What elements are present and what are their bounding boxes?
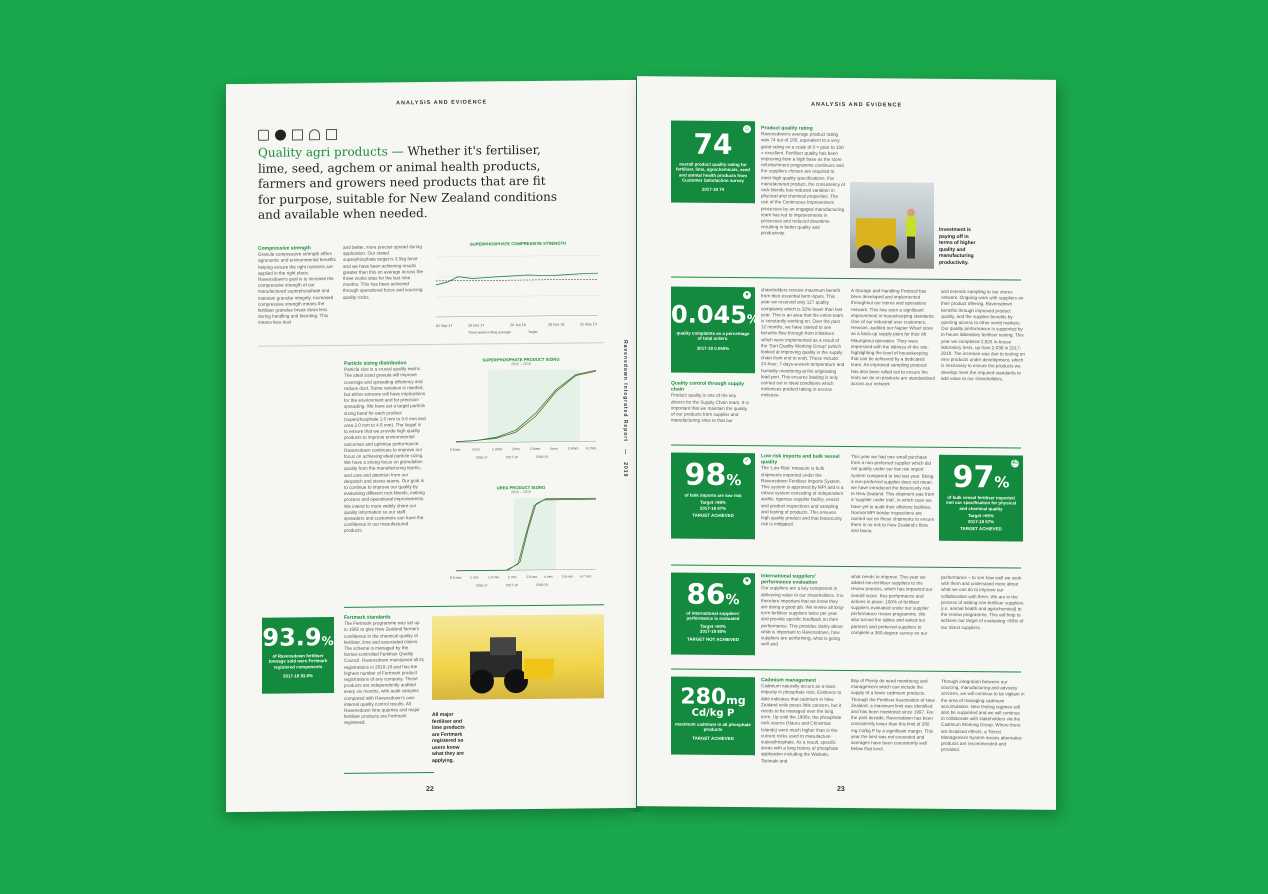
divider	[344, 604, 604, 608]
x-tick: 4 mm	[544, 574, 553, 579]
compressive-strength-plot	[428, 245, 608, 335]
kpi-prior-year: 2017-18 85%	[699, 628, 727, 635]
intl-column-3: performance – to see how well we work with them and understand more about what we can do to improve our collaboration with them. We are in the process of adding non-fertiliser suppliers (i.e. animal health and agrochemical) to the review programme. This will help to achieve our target of evaluating >90% of our direct suppliers.	[941, 574, 1024, 630]
kpi-unit: Cd/kg P	[691, 707, 735, 720]
bulk-heading: Low risk imports and bulk vessel quality	[761, 453, 840, 466]
urea-sizing-chart	[436, 484, 606, 594]
qc-column	[671, 380, 751, 424]
chevron-down-icon: ▾	[743, 291, 751, 299]
check-icon: ✓	[744, 458, 750, 465]
divider	[258, 342, 604, 347]
right-page	[637, 76, 1056, 810]
bulk-column-2: This year we had one small purchase from a non-preferred supplier which did not qualify under our low risk import system compared to two last year. Being a non-preferred supplier does not mean we have introduced the biosecurity risk to New Zealand. This shipment was from a 'supplier under trial', in which case we have yet to audit their offshore facilities. Normal MPI border inspections are carried out on these shipments to ensure there is no risk to New Zealand's flora and fauna.	[851, 454, 935, 534]
product-icon-row	[258, 129, 337, 141]
kpi-value: 280mg	[680, 684, 746, 710]
fertiliser-icon	[258, 130, 269, 141]
x-tick: 1 mm	[470, 575, 479, 580]
x-tick: 4mm	[550, 446, 558, 451]
page-number: 23	[837, 785, 845, 793]
x-tick: 2 mm	[508, 575, 517, 580]
cadmium-column	[761, 677, 845, 765]
compressive-heading: Compressive strength	[258, 245, 311, 252]
kpi-description: of international suppliers' performance is evaluated	[686, 610, 740, 622]
kpi-description: of bulk vessel fertiliser imported met our specification for physical and chemical quality	[945, 494, 1017, 512]
complaints-kpi-box	[671, 286, 759, 373]
rolling-average-line	[436, 273, 598, 285]
bulk-column	[761, 453, 845, 528]
kpi-target: Target >90%	[700, 623, 726, 629]
sizing-body: Particle size is a crucial quality metric. The ideal sized granule will improve coverage and spreading efficiency and reduce dust. Some variation is needed, but either extreme will have implications for the environment and for precision spreading. We have set a target particle sizing band for each product (superphosphate 1.0 mm to 5.6 mm and urea 2.0 mm to 4.6 mm). The target is to ensure that we provide high quality products to improve environmental outcomes and optimise performance. Ravensdown continues to improve our focus on achieving ideal particle sizing. We have a strong focus on granulation quality from the manufacturing teams, and care and attention from our despatch and stores teams. Our goal is to continue to improve our quality by evaluating different rock blends, making process and operational improvements. We intend to more widely share our quality information so our staff, spreaders and customers can have the confidence in our manufactured products.	[344, 366, 426, 534]
x-tick: 2mm	[512, 447, 520, 452]
fertmark-column	[344, 614, 424, 726]
legend-item: Three weeks rolling average	[468, 330, 511, 335]
legend-item: 2016-17	[476, 455, 488, 460]
spine-title: Ravensdown Integrated Report — 2019	[622, 340, 628, 478]
x-tick: 0.5mm	[450, 447, 461, 452]
x-tick: 29 Dec 17	[468, 323, 485, 328]
qc-column-2: shareholders receive maximum benefit from their essential farm inputs. This year we received only 127 quality complaints which is 32% fewer than last year. This is an area that the entire team is constantly working on. Over the past 12 months, we have started to see benefits flow through from initiatives which were implemented as a result of the 'Sort Quality Working Group' (which looked at improving quality in the supply chain from end to end). These include: 24-hour, 7-days-a-week temperature and humidity monitoring at the originating load port. This ensures loading is only carried out in ideal conditions which minimises product taking in excess moisture.	[761, 287, 845, 398]
kpi-status: TARGET ACHIEVED	[960, 526, 1002, 532]
rating-heading: Product quality rating	[761, 125, 813, 132]
animal-health-icon	[309, 129, 320, 140]
headline-lead: Quality agri products —	[258, 144, 404, 160]
cadmium-body: Cadmium naturally occurs as a trace impurity in phosphate rock. Evidence to date indicates that cadmium in New Zealand soils poses little concern, but it needs to be managed over the long term. Up until the 1990s, the phosphate rock source (Nauru and Christmas Islands) were much higher than in the current rocks used to manufacture superphosphate. As a result, specific areas with a long history of phosphate application including the Waikato, Taranaki and	[761, 683, 842, 764]
superphosphate-sizing-chart	[436, 356, 606, 466]
kpi-description: quality complaints as a percentage of total orders.	[676, 330, 750, 342]
kpi-prior-year: 2017-18 97%	[967, 518, 995, 524]
divider	[671, 276, 1021, 280]
photo-caption: Investment is paying off in terms of higher quality and manufacturing productivity.	[939, 226, 976, 266]
page-headline	[258, 143, 558, 224]
divider	[671, 564, 1021, 568]
x-tick: 1.4mm	[492, 447, 503, 452]
qc-body: Product quality is one of the key drivers for the Supply Chain team. It is important that we maintain the quality of our products from supplier and manufacturing sites to that our	[671, 392, 749, 424]
kpi-target: Target >95%	[968, 513, 994, 519]
x-tick: 5.6 mm	[562, 574, 574, 579]
smile-icon: ☺	[743, 126, 751, 133]
seed-icon	[275, 130, 286, 141]
low-risk-imports-kpi-box	[671, 452, 755, 539]
headline-body: Whether it's fertiliser, lime, seed, agchem or animal health products, farmers and growers need products that are fit for purpose, suitable for New Zealand conditions and available when needed.	[258, 142, 557, 222]
x-tick: 5.6mm	[568, 446, 579, 451]
x-tick: 6.7 mm	[580, 574, 592, 579]
agchem-icon	[292, 129, 303, 140]
legend-item: 2018-19	[536, 582, 548, 587]
x-tick: 6.7mm	[586, 446, 597, 451]
photo-caption: All major fertiliser and lime products are Fertmark registered so users know what they are applying.	[432, 711, 465, 764]
qc-column-3: A Storage and Handling Protocol has been developed and implemented throughout our stores and operations network. This has seen a significant improvement in housekeeping standards. One of our industrial user customers, Hewson, audited our Napier Wharf store as a back-up supply point for their Mt Maunganui operation. They were impressed with the tidiness of the site, highlighting the level of housekeeping that can be achieved by a dedicated team. An improved sampling protocol has also been rolled out to ensure the tests we do on products are standardised across our network	[851, 288, 936, 387]
x-tick: 0.5 mm	[450, 575, 462, 580]
chart-subtitle: 2016 – 2019	[511, 489, 531, 495]
star-icon: ★	[744, 578, 750, 585]
divider	[344, 772, 434, 774]
kpi-value: 98%	[684, 457, 742, 493]
kpi-description: overall product quality rating for fertiliser, lime, agrochemicals, seed and animal health products from Customer Satisfaction survey	[676, 161, 750, 184]
kpi-value: 86%	[686, 577, 740, 611]
kpi-value: 74	[693, 127, 733, 162]
compressive-body: Granule compressive strength offers agronomic and environmental benefits helping ensure the right nutrients are applied in the right place. Ravensdown's goal is to increase the compressive strength of our manufactured superphosphate and maintain granular integrity. Increased compressive strength means the fertiliser granules break down less during handling and blending. This means less dust	[258, 251, 336, 326]
left-page	[226, 80, 636, 812]
worker-illustration	[850, 182, 934, 269]
chart-title: SUPERPHOSPHATE COMPRESSIVE STRENGTH	[469, 240, 567, 247]
lime-icon	[326, 129, 337, 140]
rating-column	[761, 125, 845, 237]
kpi-prior-year: 2017-18 97%	[699, 505, 727, 511]
kpi-value: 0.045%	[671, 300, 759, 330]
product-rating-kpi-box	[671, 120, 755, 203]
sizing-heading: Particle sizing distribution	[344, 360, 407, 367]
kpi-description: of Ravensdown fertiliser tonnage sold were Fertmark registered components	[268, 653, 328, 670]
kpi-description: maximum cadmium in all phosphate products	[675, 721, 751, 733]
bulk-vessel-kpi-box	[939, 455, 1023, 542]
chart-title: UREA PRODUCT SIZING	[496, 484, 546, 491]
page-number: 22	[426, 785, 434, 794]
kpi-status: TARGET NOT ACHIEVED	[687, 636, 739, 642]
legend-item: 2017-18	[506, 455, 518, 460]
cadmium-heading: Cadmium management	[761, 677, 817, 684]
compressive-column-2: and better, more precise spread during application. Our stated superphosphate target is 3.5kg force and we have been achieving results greater than this on average across the three works sites for the last nine months. This has been achieved through operational focus and sourcing quality rocks.	[343, 244, 423, 300]
supplier-evaluation-kpi-box	[671, 572, 755, 655]
x-tick: 28 Dec 18	[548, 322, 565, 327]
divider	[671, 444, 1021, 448]
loader-photo	[432, 614, 604, 700]
loader-illustration	[432, 614, 604, 700]
legend-item: Target	[528, 329, 538, 334]
qc-heading: Quality control through supply chain	[671, 380, 745, 393]
kpi-prior-year: 2017-18 74	[701, 186, 725, 192]
kpi-description: of bulk imports are low risk	[684, 492, 742, 499]
intl-column	[761, 573, 845, 648]
rating-body: Ravensdown's average product rating was 74 out of 100, equivalent to a very good rating on a scale of 0 = poor to 100 = excellent. Fertiliser quality has been improving from a high base as the store refurbishment programme continues and the suppliers chosen are required to meet high quality specifications. For manufactured product, the consistency of rock blends has reduced variation in physical and chemical properties. The use of the Continuous Improvement processes by an engaged manufacturing team has led to improvements in processes and reduced downtime resulting in better quality and productivity.	[761, 131, 846, 236]
kpi-prior-year: 2017-18 93.8%	[283, 673, 313, 679]
superphosphate-sizing-plot	[436, 365, 606, 463]
x-tick: 2.8 mm	[526, 574, 538, 580]
compressive-strength-chart	[428, 240, 608, 336]
sizing-column	[344, 360, 426, 535]
kpi-prior-year: 2017-18 0.065%	[696, 345, 730, 351]
fertmark-body: The Fertmark programme was set up in 1992 to give New Zealand farmers confidence in the chemical quality of fertiliser, lime and associated claims. The scheme is managed by the farmer-controlled Fertiliser Quality Council. Ravensdown maintained all its registrations in 2018-19 and has the highest number of Fertmark product registrations of any company. These products are independently audited every six months, with audit samples compared with Ravensdown's own internal quality control results. All Ravensdown lime quarries and major fertiliser products are Fertmark registered.	[344, 620, 424, 726]
x-tick: 1mm	[472, 447, 480, 452]
ship-icon: ⛴	[1011, 460, 1019, 467]
fertmark-kpi-box	[262, 617, 334, 694]
legend-item: 2018-19	[536, 454, 548, 459]
bulk-body: The 'Low Risk' measure is bulk shipments imported under the Ravensdown Fertiliser Imports System. This system is approved by MPI and is a robust system consisting of independent audits, rigorous supplier facility, vessel and product inspections and sampling and testing of products. This ensures high quality product and that biosecurity risk is mitigated.	[761, 465, 844, 527]
fertmark-heading: Fertmark standards	[344, 614, 391, 621]
kpi-value: 93.9%	[262, 623, 334, 652]
compressive-column	[258, 245, 338, 326]
worker-loader-photo	[850, 182, 934, 269]
cadmium-column-3: Through integration between our sourcing, manufacturing and advisory services, we will continue to be vigilant in the area of managing cadmium accumulation. New testing regimes will also be supported and we will continue to collaborate with stakeholders via the Cadmium Working Group. Where there are localised effects, a Tiered Management System means alternative products are recommended and provided.	[941, 678, 1025, 753]
qc-column-4: and extends sampling to our stores network. Ongoing work with suppliers on their product offering. Ravensdown benefits through improved product quality, and the supplier benefits by opening access to other world markets. Our quality performance is supported by in-house laboratory fertiliser testing. This year we completed 2,825 in-house laboratory tests, up from 2,038 in 2017-2018. The increase was due to testing on new products under development, which is necessary to ensure the products we develop meet the required standards to add value to our shareholders.	[941, 288, 1025, 382]
chart-title: SUPERPHOSPHATE PRODUCT SIZING	[482, 356, 560, 363]
x-tick: 31 May 19	[580, 322, 597, 327]
cadmium-column-2: Bay of Plenty do need monitoring and management which can include the supply of a lower cadmium products. Through the Fertiliser Association of New Zealand, a maximum limit was identified and has been monitored since 1997. For the past decade, Ravensdown has been consistently lower than this limit of 280 mg Cd/kg P by a significant margin. This year the limit was not exceeded and averages have been consistently well below that level.	[851, 678, 935, 752]
x-tick: 1.4 mm	[488, 575, 500, 580]
x-tick: 29 Jun 18	[510, 323, 526, 328]
section-label: ANALYSIS AND EVIDENCE	[396, 99, 488, 107]
intl-column-2: what needs to improve. This year we added non-fertiliser suppliers to the review process, which has impacted our overall score. Key performance and actions in place: 100% of fertiliser suppliers evaluated under our supplier performance review programme. We also turned the tables and asked our partners and preferred suppliers to complete a 360-degree survey on our	[851, 574, 933, 636]
kpi-target: Target >98%	[700, 500, 726, 506]
kpi-status: TARGET ACHIEVED	[692, 512, 734, 519]
x-tick: 01 Sep 17	[436, 323, 453, 328]
intl-body: Our suppliers are a key component in delivering value to our shareholders. It is therefore important that we know they are doing a good job. We review all long-term fertiliser suppliers twice per year and provide specific feedback on their performance. This provides clarity about what is important to Ravensdown, how suppliers are performing, what is going well and	[761, 585, 845, 647]
legend-item: 2017-18	[506, 583, 518, 588]
target-line	[436, 279, 598, 281]
intl-heading: International suppliers' performance evaluation	[761, 573, 818, 586]
chart-subtitle: 2016 – 2019	[511, 361, 531, 367]
urea-sizing-plot	[436, 493, 606, 591]
cadmium-kpi-box	[671, 676, 755, 755]
section-label: ANALYSIS AND EVIDENCE	[811, 101, 903, 109]
legend-item: 2016-17	[476, 583, 488, 588]
kpi-value: 97%	[952, 459, 1010, 496]
kpi-status: TARGET ACHIEVED	[692, 735, 734, 741]
divider	[671, 668, 1021, 672]
x-tick: 2.8mm	[530, 446, 541, 451]
